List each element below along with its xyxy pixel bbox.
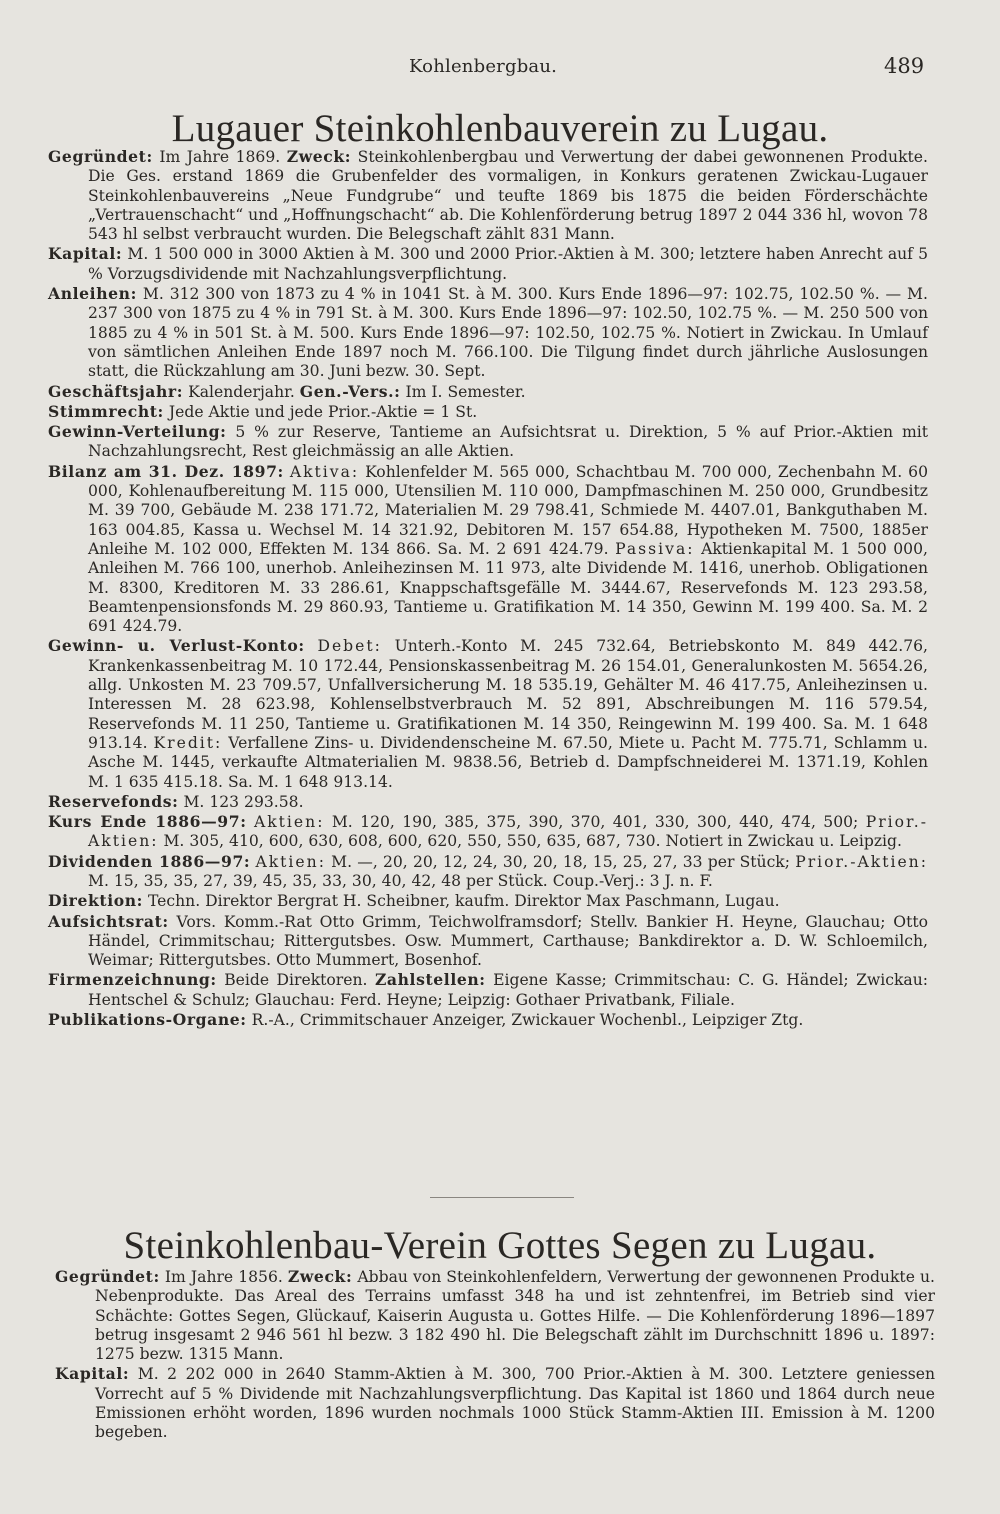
field-kapital: Kapital: M. 2 202 000 in 2640 Stamm-Aktien à M. 300, 700 Prior.-Aktien à M. 300. Letztere geniessen Vorrecht auf 5 % Dividende mit Nachzahlungsverpflichtung. Das Kapital ist 1860 und 1864 durch neue Emissionen erhöht worden, 1896 wurden nochmals 1000 Stück Stamm-Aktien III. Emission à M. 1200 begeben. (55, 1364, 935, 1442)
field-publikations-organe: Publikations-Organe: R.-A., Crimmitschauer Anzeiger, Zwickauer Wochenbl., Leipziger Ztg. (48, 1010, 804, 1030)
field-gegruendet: Gegründet: Im Jahre 1856. Zweck: Abbau von Steinkohlenfeldern, Verwertung der gewonnenen Produkte u. Nebenprodukte. Das Areal des Terrains umfasst 348 ha und ist zehntenfrei, im Betrieb sind vier Schächte: Gottes Segen, Glückauf, Kaiserin Augusta u. Gottes Hilfe. — Die Kohlenförderung 1896—1897 betrug insgesamt 2 946 561 hl bezw. 3 182 490 hl. Die Belegschaft zählt im Durchschnitt 1896 u. 1897: 1275 bezw. 1315 Mann. (55, 1267, 935, 1364)
section-divider (430, 1197, 574, 1198)
field-gegruendet: Gegründet: Im Jahre 1869. Zweck: Steinkohlenbergbau und Verwertung der dabei gewonnenen Produkte. Die Ges. erstand 1869 die Grubenfelder des vormaligen, in Konkurs geratenen Zwickau-Lugauer Steinkohlenbauvereins „Neue Fundgrube“ und teufte 1869 bis 1875 die beiden Förderschächte „Vertrauenschacht“ und „Hoffnungschacht“ ab. Die Kohlenförderung betrug 1897 2 044 336 hl, wovon 78 543 hl selbst verbraucht wurden. Die Belegschaft zählt 831 Mann. (48, 147, 928, 244)
company-entry-lugauer (48, 147, 928, 1030)
field-anleihen: Anleihen: M. 312 300 von 1873 zu 4 % in 1041 St. à M. 300. Kurs Ende 1896—97: 102.75, 102.50 %. — M. 237 300 von 1875 zu 4 % in 791 St. à M. 300. Kurs Ende 1896—97: 102.50, 102.75 %. — M. 250 500 von 1885 zu 4 % in 501 St. à M. 500. Kurs Ende 1896—97: 102.50, 102.75 %. Notiert in Zwickau. In Umlauf von sämtlichen Anleihen Ende 1897 noch M. 766.100. Die Tilgung findet durch jährliche Auslosungen statt, die Rückzahlung am 30. Juni bezw. 30. Sept. (48, 284, 928, 381)
field-kapital: Kapital: M. 1 500 000 in 3000 Aktien à M. 300 und 2000 Prior.-Aktien à M. 300; letztere haben Anrecht auf 5 % Vorzugsdividende mit Nachzahlungsverpflichtung. (48, 244, 928, 283)
running-title: Kohlenbergbau. (409, 56, 558, 77)
field-reservefonds: Reservefonds: M. 123 293.58. (48, 791, 304, 811)
company-entry-gottes-segen (55, 1267, 935, 1443)
field-aufsichtsrat: Aufsichtsrat: Vors. Komm.-Rat Otto Grimm, Teichwolframsdorf; Stellv. Bankier H. Heyne, Glauchau; Otto Händel, Crimmitschau; Rittergutsbes. Osw. Mummert, Carthause; Bankdirektor a. D. W. Schloemilch, Weimar; Rittergutsbes. Otto Mummert, Bosenhof. (48, 911, 928, 970)
section-heading-lugauer: Lugauer Steinkohlenbauverein zu Lugau. (171, 107, 829, 150)
running-head (0, 52, 1000, 82)
field-firmenzeichnung: Firmenzeichnung: Beide Direktoren. Zahlstellen: Eigene Kasse; Crimmitschau: C. G. Händel; Zwickau: Hentschel & Schulz; Glauchau: Ferd. Heyne; Leipzig: Gothaer Privatbank, Filiale. (48, 970, 929, 1009)
field-gewinn-verteilung: Gewinn-Verteilung: 5 % zur Reserve, Tantieme an Aufsichtsrat u. Direktion, 5 % auf Prior.-Aktien mit Nachzahlungsrecht, Rest gleichmässig an alle Aktien. (48, 422, 928, 461)
field-stimmrecht: Stimmrecht: Jede Aktie und jede Prior.-Aktie = 1 St. (48, 401, 478, 421)
page-number: 489 (884, 54, 925, 78)
field-bilanz: Bilanz am 31. Dez. 1897: Aktiva: Kohlenfelder M. 565 000, Schachtbau M. 700 000, Zechenbahn M. 60 000, Kohlenaufbereitung M. 115 000, Utensilien M. 110 000, Dampfmaschinen M. 250 000, Grundbesitz M. 39 700, Gebäude M. 238 171.72, Materialien M. 29 798.41, Schmiede M. 4407.01, Bankguthaben M. 163 004.85, Kassa u. Wechsel M. 14 321.92, Debitoren M. 157 654.88, Hypotheken M. 7500, 1885er Anleihe M. 102 000, Effekten M. 134 866. Sa. M. 2 691 424.79. Passiva: Aktienkapital M. 1 500 000, Anleihen M. 766 100, unerhob. Anleihezinsen M. 11 973, alte Dividende M. 1416, unerhob. Obligationen M. 8300, Kreditoren M. 33 286.61, Knappschaftsgefälle M. 3444.67, Reservefonds M. 123 293.58, Beamtenpensionsfonds M. 29 860.93, Tantieme u. Gratifikation M. 14 350, Gewinn M. 199 400. Sa. M. 2 691 424.79. (48, 461, 928, 636)
field-direktion: Direktion: Techn. Direktor Bergrat H. Scheibner, kaufm. Direktor Max Paschmann, Lugau. (48, 891, 780, 911)
field-dividenden: Dividenden 1886—97: Aktien: M. —, 20, 20, 12, 24, 30, 20, 18, 15, 25, 27, 33 per Stück; Prior.-Aktien: M. 15, 35, 35, 27, 39, 45, 35, 33, 30, 40, 42, 48 per Stück. Coup.-Verj.: 3 J. n. F. (48, 851, 928, 890)
field-gewinn-verlust-konto: Gewinn- u. Verlust-Konto: Debet: Unterh.-Konto M. 245 732.64, Betriebskonto M. 849 442.76, Krankenkassenbeitrag M. 10 172.44, Pensionskassenbeitrag M. 26 154.01, Generalunkosten M. 5654.26, allg. Unkosten M. 23 709.57, Unfallversicherung M. 18 535.19, Gehälter M. 46 417.75, Anleihezinsen u. Interessen M. 28 623.98, Kohlenselbstverbrauch M. 52 891, Abschreibungen M. 116 579.54, Reservefonds M. 11 250, Tantieme u. Gratifikationen M. 14 350, Reingewinn M. 199 400. Sa. M. 1 648 913.14. Kredit: Verfallene Zins- u. Dividendenscheine M. 67.50, Miete u. Pacht M. 775.71, Schlamm u. Asche M. 1445, verkaufte Altmaterialien M. 9838.56, Betrieb d. Dampfschneiderei M. 1371.19, Kohlen M. 1 635 415.18. Sa. M. 1 648 913.14. (48, 636, 928, 791)
field-geschaeftsjahr: Geschäftsjahr: Kalenderjahr. Gen.-Vers.: Im I. Semester. (48, 381, 526, 401)
section-heading-gottes-segen: Steinkohlenbau-Verein Gottes Segen zu Lugau. (123, 1224, 877, 1267)
field-kurs: Kurs Ende 1886—97: Aktien: M. 120, 190, 385, 375, 390, 370, 401, 330, 300, 440, 474, 500; Prior.-Aktien: M. 305, 410, 600, 630, 608, 600, 620, 550, 550, 635, 687, 730. Notiert in Zwickau u. Leipzig. (48, 812, 928, 851)
